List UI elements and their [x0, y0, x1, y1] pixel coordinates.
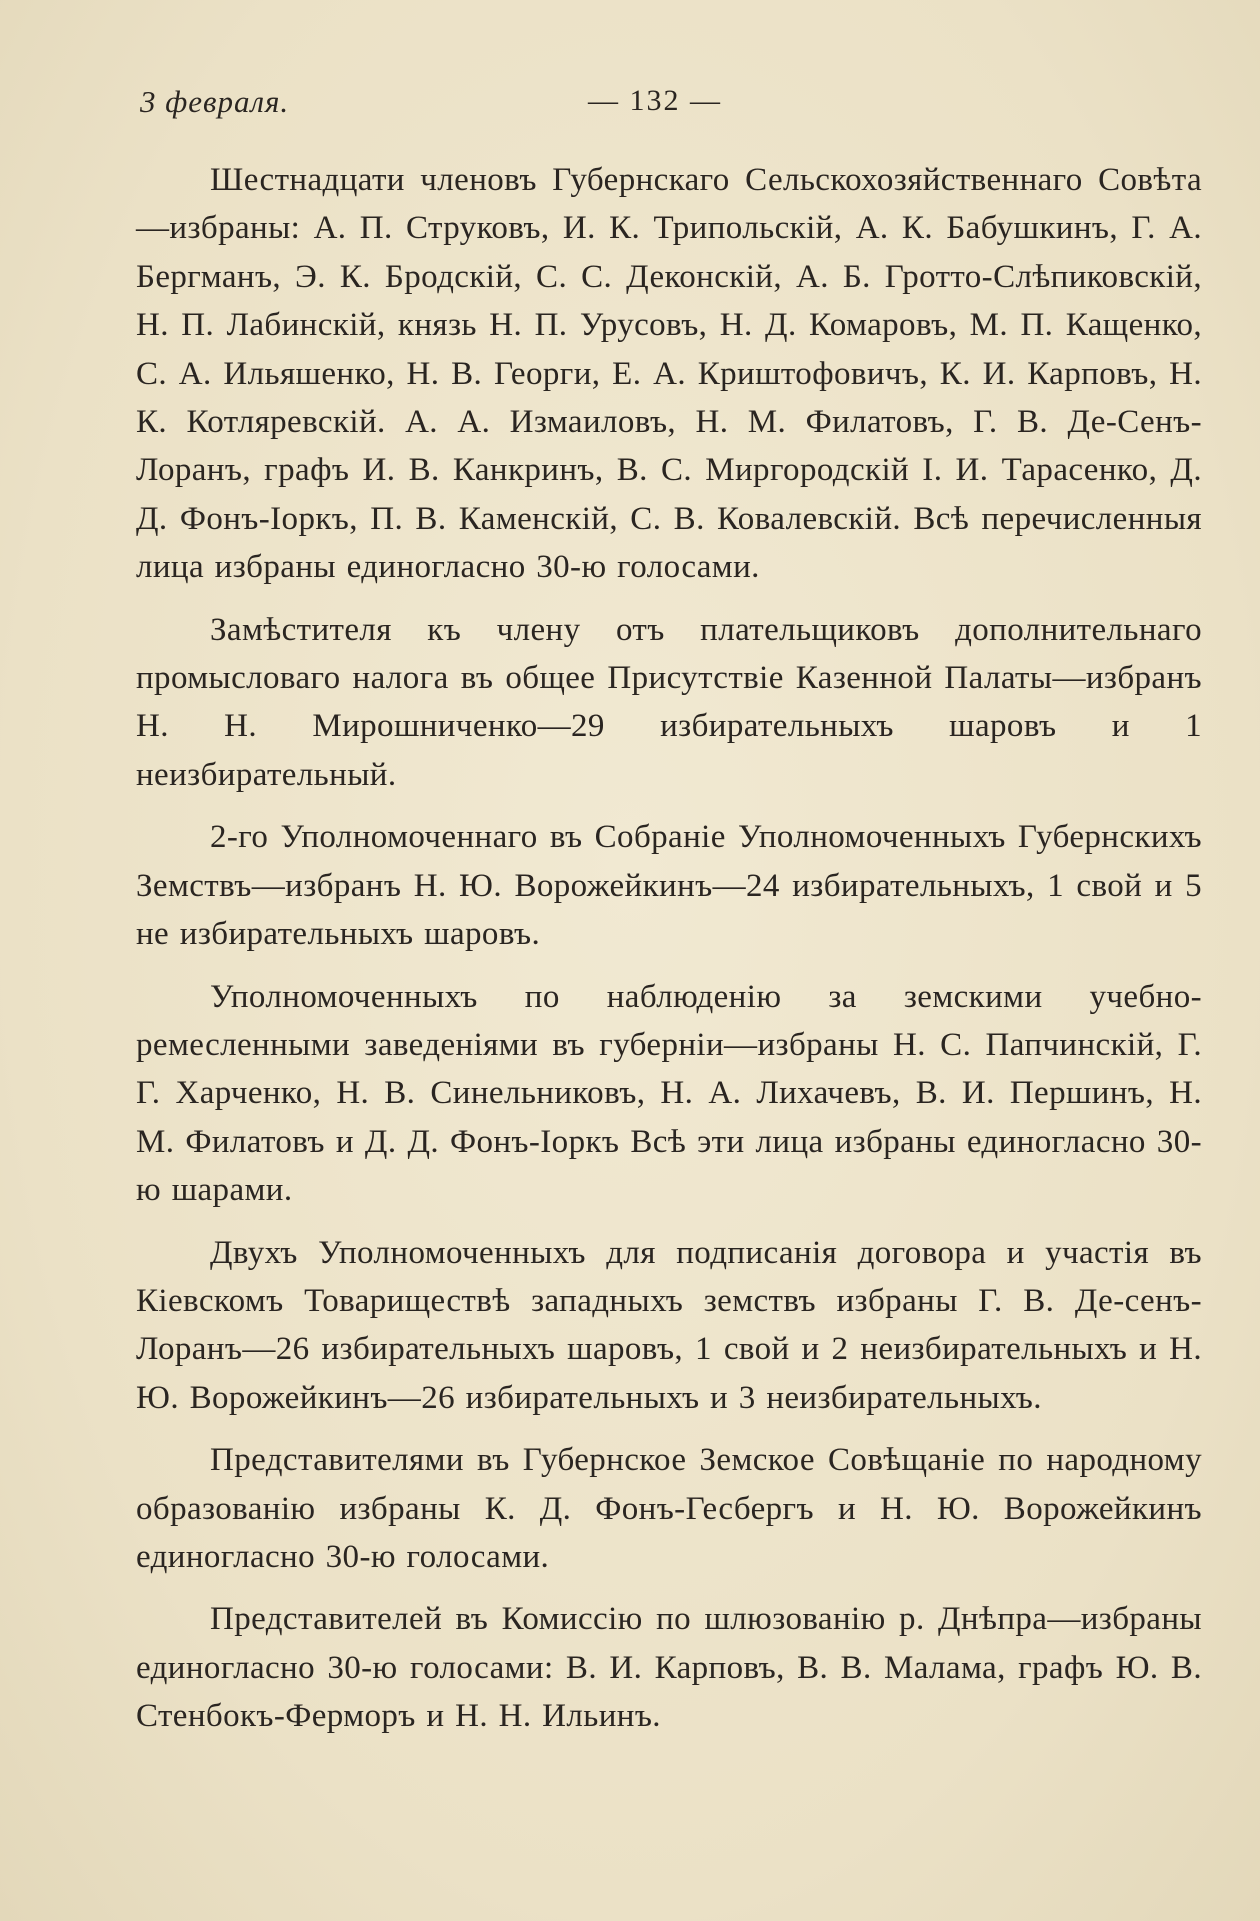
header-date: 3 февраля. — [140, 84, 290, 119]
body-text — [136, 156, 1202, 1755]
paragraph-education-council: Представителями въ Губернское Земское Совѣщаніе по народному образованію избраны К. Д. Фонъ-Гесбергъ и Н. Ю. Ворожейкинъ единогласно 30-ю голосами. — [136, 1442, 1202, 1575]
paragraph-deputy-treasury: Замѣстителя къ члену отъ плательщиковъ дополнительнаго промысловаго налога въ общее Присутствіе Казенной Палаты—избранъ Н. Н. Мирошниченко—29 избирательныхъ шаровъ и 1 неизбирательный. — [136, 611, 1202, 793]
page-header — [140, 84, 1140, 134]
paragraph-council-members: Шестнадцати членовъ Губернскаго Сельскохозяйственнаго Совѣта—избраны: А. П. Струковъ, И. К. Трипольскій, А. К. Бабушкинъ, Г. А. Бергманъ, Э. К. Бродскій, С. С. Деконскій, А. Б. Гротто-Слѣпиковскій, Н. П. Лабинскій, князь Н. П. Урусовъ, Н. Д. Комаровъ, М. П. Кащенко, С. А. Ильяшенко, Н. В. Георги, Е. А. Криштофовичъ, К. И. Карповъ, Н. К. Котляревскій. А. А. Измаиловъ, Н. М. Филатовъ, Г. В. Де-Сенъ-Лоранъ, графъ И. В. Канкринъ, В. С. Миргородскій І. И. Тарасенко, Д. Д. Фонъ-Іоркъ, П. В. Каменскій, С. В. Ковалевскій. Всѣ перечисленныя лица избраны единогласно 30-ю голосами. — [136, 162, 1202, 586]
paragraph-kiev-partnership: Двухъ Уполномоченныхъ для подписанія договора и участія въ Кіевскомъ Товариществѣ западныхъ земствъ избраны Г. В. Де-сенъ-Лоранъ—26 избирательныхъ шаровъ, 1 свой и 2 неизбирательныхъ и Н. Ю. Ворожейкинъ—26 избирательныхъ и 3 неизбирательныхъ. — [136, 1234, 1202, 1416]
paragraph-dnieper-commission: Представителей въ Комиссію по шлюзованію р. Днѣпра—избраны единогласно 30-ю голосами: В. И. Карповъ, В. В. Малама, графъ Ю. В. Стенбокъ-Ферморъ и Н. Н. Ильинъ. — [136, 1601, 1202, 1735]
page-number: — 132 — — [588, 84, 722, 117]
paragraph-school-supervisors: Уполномоченныхъ по наблюденію за земскими учебно-ремесленными заведеніями въ губерніи—избраны Н. С. Папчинскій, Г. Г. Харченко, Н. В. Синельниковъ, Н. А. Лихачевъ, В. И. Першинъ, Н. М. Филатовъ и Д. Д. Фонъ-Іоркъ Всѣ эти лица избраны единогласно 30-ю шарами. — [136, 978, 1202, 1209]
paragraph-second-plenipotentiary: 2-го Уполномоченнаго въ Собраніе Уполномоченныхъ Губернскихъ Земствъ—избранъ Н. Ю. Ворожейкинъ—24 избирательныхъ, 1 свой и 5 не избирательныхъ шаровъ. — [136, 819, 1202, 953]
